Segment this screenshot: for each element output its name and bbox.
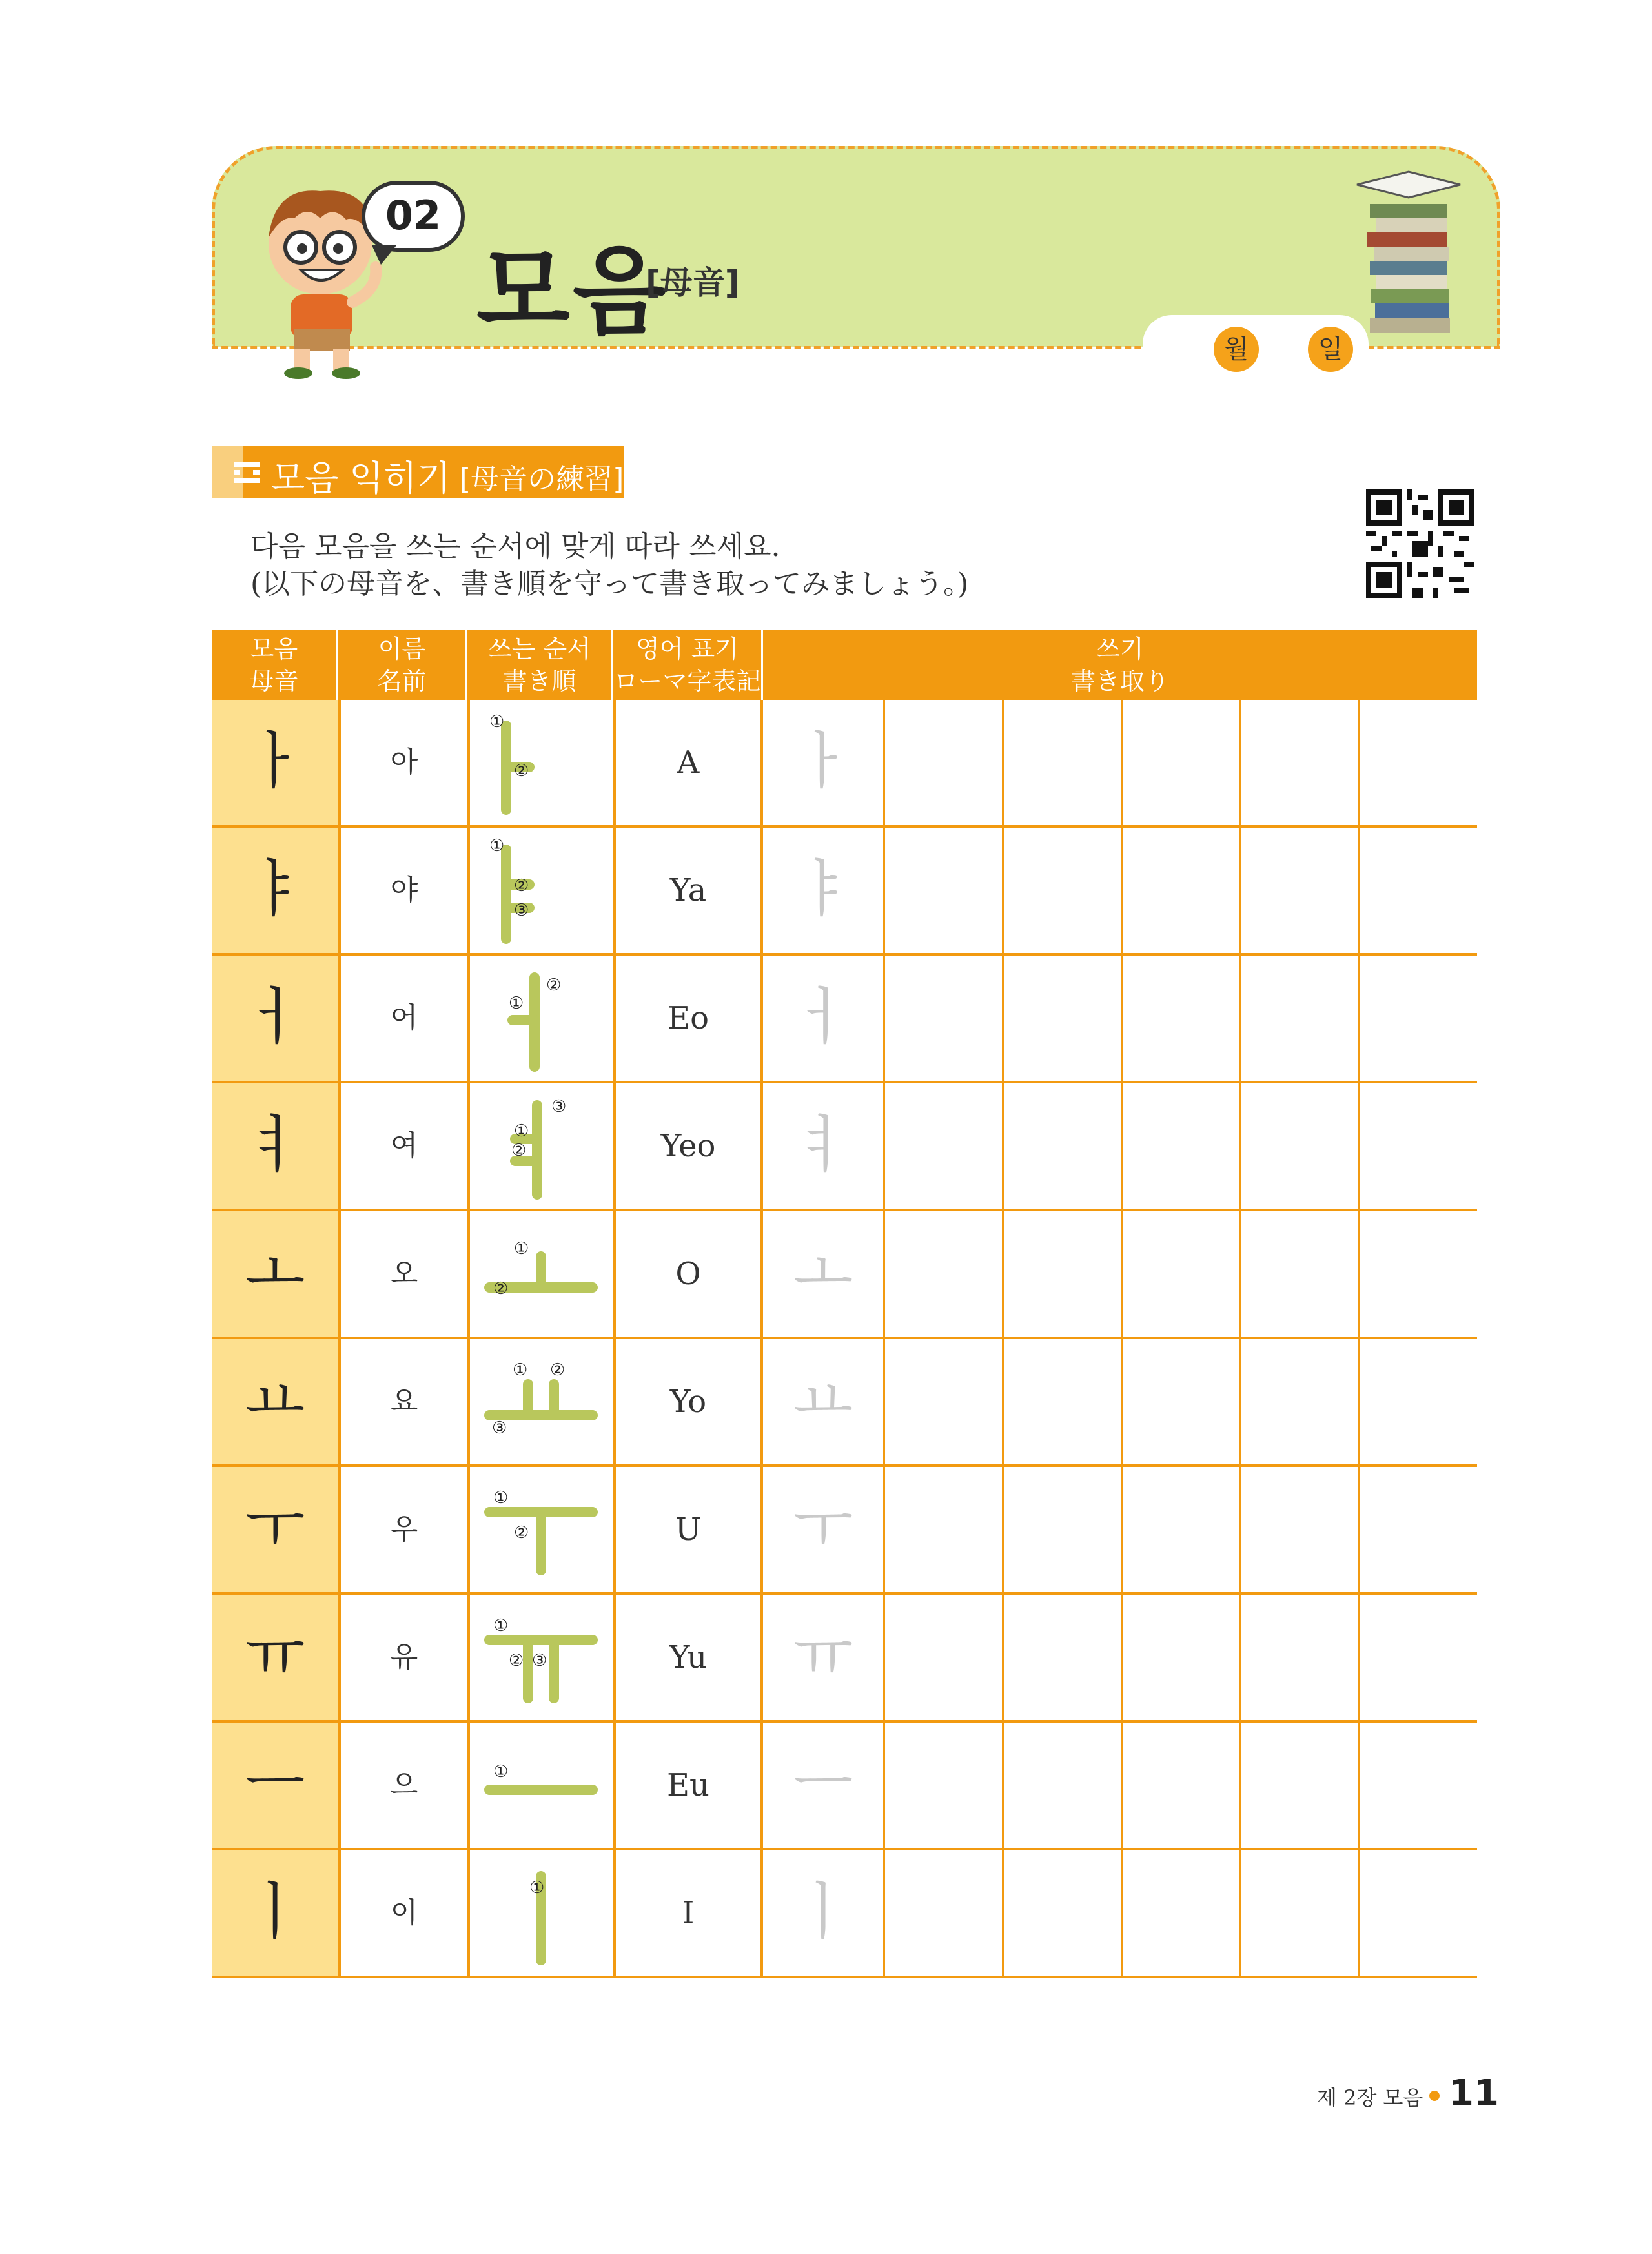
stroke-number: ①	[493, 1488, 509, 1508]
stroke-order-diagram	[470, 1339, 613, 1464]
vowel-name-cell: 우	[338, 1467, 467, 1592]
table-row	[212, 828, 1477, 956]
header-writing: 쓰기 書き取り	[1070, 635, 1169, 695]
vowel-cell: ㅠ	[212, 1595, 338, 1720]
page-number: 11	[1449, 2073, 1499, 2115]
footer-chapter: 제 2장 모음	[1317, 2085, 1423, 2110]
romanization-cell: Eu	[613, 1723, 763, 1848]
stroke-order-cell	[467, 700, 613, 825]
writing-practice-cell[interactable]	[883, 700, 1003, 825]
writing-practice-cell[interactable]	[1358, 1339, 1478, 1464]
romanization-cell: U	[613, 1467, 763, 1592]
instruction-japanese: (以下の母音を、書き順を守って書き取ってみましょう。)	[250, 568, 969, 600]
writing-practice-cell[interactable]	[1121, 1467, 1241, 1592]
vowel-cell: ㅛ	[212, 1339, 338, 1464]
writing-practice-cell[interactable]	[1239, 1467, 1360, 1592]
writing-practice-cell[interactable]	[1121, 1850, 1241, 1976]
writing-practice-cell[interactable]	[883, 828, 1003, 953]
writing-practice-cell[interactable]	[1358, 1723, 1478, 1848]
writing-practice-cell[interactable]	[883, 1467, 1003, 1592]
writing-practice-cell[interactable]	[1358, 828, 1478, 953]
writing-practice-cell[interactable]	[883, 1211, 1003, 1337]
table-row	[212, 1467, 1477, 1595]
writing-practice-cell[interactable]	[1358, 700, 1478, 825]
trace-guide-cell: ㅕ	[793, 1109, 853, 1181]
romanization-cell: Yeo	[613, 1083, 763, 1209]
writing-practice-cell[interactable]	[1239, 1723, 1360, 1848]
vowel-name-cell: 오	[338, 1211, 467, 1337]
vowel-cell: ㅜ	[212, 1467, 338, 1592]
stroke-order-cell	[467, 828, 613, 953]
stroke-number: ③	[492, 1419, 507, 1438]
stroke-order-diagram	[470, 1083, 613, 1209]
writing-practice-cell[interactable]	[883, 1083, 1003, 1209]
writing-practice-cell[interactable]	[883, 1339, 1003, 1464]
vowel-name-cell: 아	[338, 700, 467, 825]
romanization-cell: O	[613, 1211, 763, 1337]
trace-guide-cell: ㅑ	[793, 853, 853, 925]
writing-practice-cell[interactable]	[1002, 1850, 1122, 1976]
section-marker-icon	[231, 460, 262, 486]
stroke-order-diagram	[470, 1850, 613, 1976]
stroke-number: ②	[514, 1523, 529, 1542]
stroke-order-cell	[467, 1595, 613, 1720]
vowel-cell: ㅏ	[212, 700, 338, 825]
trace-guide-cell: ㅣ	[793, 1876, 853, 1948]
stroke-number: ③	[551, 1097, 567, 1116]
page-title-hanja: [母音]	[646, 264, 740, 302]
writing-practice-cell[interactable]	[1358, 1595, 1478, 1720]
writing-practice-cell[interactable]	[1239, 956, 1360, 1081]
writing-practice-cell[interactable]	[1239, 1339, 1360, 1464]
table-row	[212, 956, 1477, 1083]
writing-practice-cell[interactable]	[1121, 956, 1241, 1081]
writing-practice-cell[interactable]	[1121, 1211, 1241, 1337]
table-header	[212, 630, 1477, 700]
stroke-order-cell	[467, 1723, 613, 1848]
header-vowel: 모음 母音	[212, 630, 338, 700]
romanization-cell: Ya	[613, 828, 763, 953]
romanization-cell: Eo	[613, 956, 763, 1081]
stroke-order-diagram	[470, 700, 613, 825]
stroke-order-cell	[467, 1850, 613, 1976]
header-name: 이름 名前	[338, 630, 467, 700]
stroke-order-cell	[467, 1467, 613, 1592]
table-row	[212, 1211, 1477, 1339]
book-stack-illustration	[1344, 159, 1473, 340]
writing-practice-cell[interactable]	[1239, 700, 1360, 825]
writing-practice-cell[interactable]	[1002, 1211, 1122, 1337]
table-row	[212, 1339, 1477, 1467]
section-title: 모음 익히기	[271, 458, 451, 498]
stroke-number: ②	[511, 1141, 527, 1160]
writing-practice-cell[interactable]	[883, 956, 1003, 1081]
writing-practice-cell[interactable]	[883, 1850, 1003, 1976]
writing-practice-cell[interactable]	[1121, 828, 1241, 953]
writing-practice-cell[interactable]	[1002, 956, 1122, 1081]
vowel-cell: ㅣ	[212, 1850, 338, 1976]
writing-practice-cell[interactable]	[1358, 1083, 1478, 1209]
lesson-number-bubble: 02	[362, 181, 465, 252]
stroke-number: ③	[532, 1651, 547, 1670]
writing-practice-cell[interactable]	[1002, 1339, 1122, 1464]
table-row	[212, 1595, 1477, 1723]
writing-practice-cell[interactable]	[1121, 1339, 1241, 1464]
writing-practice-cell[interactable]	[1002, 1723, 1122, 1848]
table-row	[212, 1083, 1477, 1211]
trace-guide-cell: ㅛ	[793, 1364, 853, 1437]
romanization-cell: Yu	[613, 1595, 763, 1720]
stroke-number: ②	[514, 876, 529, 896]
writing-practice-cell[interactable]	[883, 1723, 1003, 1848]
vowel-name-cell: 야	[338, 828, 467, 953]
stroke-number: ①	[513, 1360, 528, 1380]
stroke-number: ①	[529, 1878, 545, 1898]
trace-guide-cell: ㅗ	[793, 1236, 853, 1309]
vowel-cell: ㅕ	[212, 1083, 338, 1209]
trace-guide-cell: ㅓ	[793, 981, 853, 1053]
writing-practice-cell[interactable]	[1239, 1850, 1360, 1976]
footer-dot-icon	[1429, 2091, 1440, 2101]
section-subtitle: [母音の練習]	[460, 463, 624, 496]
page-title: 모음	[476, 236, 669, 348]
vowel-cell: ㅑ	[212, 828, 338, 953]
stroke-order-cell	[467, 1339, 613, 1464]
header-romanization: 영어 표기 ローマ字表記	[613, 630, 763, 700]
writing-practice-cell[interactable]	[1121, 1595, 1241, 1720]
trace-guide-cell: ㅜ	[793, 1492, 853, 1564]
stroke-number: ①	[493, 1762, 509, 1781]
stroke-order-diagram	[470, 956, 613, 1081]
writing-practice-cell[interactable]	[1121, 1723, 1241, 1848]
writing-practice-cell[interactable]	[1358, 956, 1478, 1081]
writing-practice-cell[interactable]	[1358, 1850, 1478, 1976]
writing-practice-cell[interactable]	[883, 1595, 1003, 1720]
vowel-cell: ㅓ	[212, 956, 338, 1081]
vowel-name-cell: 요	[338, 1339, 467, 1464]
stroke-number: ①	[489, 712, 505, 732]
vowel-cell: ㅡ	[212, 1723, 338, 1848]
stroke-number: ①	[489, 836, 505, 855]
writing-practice-cell[interactable]	[1239, 828, 1360, 953]
romanization-cell: A	[613, 700, 763, 825]
vowel-name-cell: 유	[338, 1595, 467, 1720]
table-row	[212, 1723, 1477, 1850]
writing-practice-cell[interactable]	[1358, 1211, 1478, 1337]
writing-practice-cell[interactable]	[1002, 700, 1122, 825]
stroke-number: ②	[509, 1651, 524, 1670]
writing-practice-cell[interactable]	[1002, 1083, 1122, 1209]
date-day: 일	[1308, 327, 1353, 372]
qr-code[interactable]	[1366, 489, 1474, 598]
trace-guide-cell: ㅏ	[793, 725, 853, 797]
stroke-order-diagram	[470, 1595, 613, 1720]
stroke-number: ①	[509, 994, 524, 1013]
stroke-order-diagram	[470, 1723, 613, 1848]
instruction-korean: 다음 모음을 쓰는 순서에 맞게 따라 쓰세요.	[250, 530, 780, 563]
vowel-name-cell: 으	[338, 1723, 467, 1848]
vowel-cell: ㅗ	[212, 1211, 338, 1337]
writing-practice-cell[interactable]	[1239, 1083, 1360, 1209]
stroke-number: ③	[514, 901, 529, 920]
stroke-order-diagram	[470, 1467, 613, 1592]
stroke-order-cell	[467, 1211, 613, 1337]
date-month: 월	[1214, 327, 1259, 372]
stroke-number: ②	[550, 1360, 566, 1380]
writing-practice-cell[interactable]	[1121, 1083, 1241, 1209]
stroke-number: ①	[493, 1616, 509, 1635]
writing-practice-cell[interactable]	[1002, 1467, 1122, 1592]
writing-practice-cell[interactable]	[1002, 828, 1122, 953]
trace-guide-cell: ㅡ	[793, 1748, 853, 1820]
writing-practice-cell[interactable]	[1121, 700, 1241, 825]
stroke-number: ①	[514, 1239, 529, 1258]
stroke-order-cell	[467, 1083, 613, 1209]
writing-practice-cell[interactable]	[1239, 1211, 1360, 1337]
writing-practice-cell[interactable]	[1002, 1595, 1122, 1720]
stroke-order-cell	[467, 956, 613, 1081]
romanization-cell: I	[613, 1850, 763, 1976]
writing-practice-cell[interactable]	[1239, 1595, 1360, 1720]
romanization-cell: Yo	[613, 1339, 763, 1464]
writing-practice-cell[interactable]	[1358, 1467, 1478, 1592]
table-row	[212, 700, 1477, 828]
vowel-name-cell: 어	[338, 956, 467, 1081]
stroke-number: ①	[514, 1122, 529, 1141]
header-stroke-order: 쓰는 순서 書き順	[467, 630, 613, 700]
stroke-number: ②	[514, 761, 529, 781]
table-row	[212, 1850, 1477, 1978]
trace-guide-cell: ㅠ	[793, 1620, 853, 1692]
vowel-name-cell: 이	[338, 1850, 467, 1976]
stroke-number: ②	[546, 976, 562, 995]
stroke-order-diagram	[470, 828, 613, 953]
stroke-number: ②	[493, 1279, 509, 1298]
vowel-name-cell: 여	[338, 1083, 467, 1209]
stroke-order-diagram	[470, 1211, 613, 1337]
